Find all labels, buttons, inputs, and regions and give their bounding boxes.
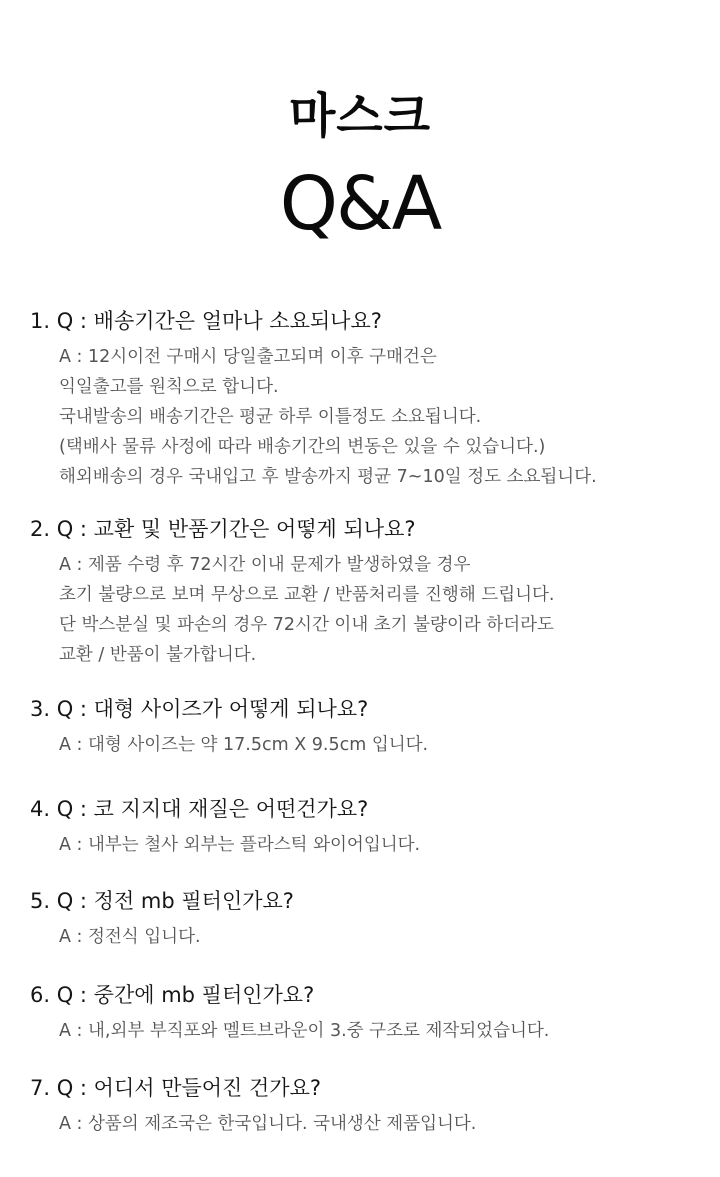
faq-answer: [59, 1016, 700, 1046]
faq-answer-line: 단 박스분실 및 파손의 경우 72시간 이내 초기 불량이라 하더라도: [59, 615, 554, 635]
faq-item-7: [30, 1073, 700, 1139]
page-subtitle: Q&A: [279, 161, 441, 247]
faq-question: 5. Q : 정전 mb 필터인가요?: [30, 889, 294, 913]
faq-item-5: [30, 886, 700, 952]
faq-item-1: [30, 306, 700, 492]
faq-answer-line: 초기 불량으로 보며 무상으로 교환 / 반품처리를 진행해 드립니다.: [59, 585, 555, 605]
faq-item-4: [30, 794, 700, 860]
faq-answer: [59, 1109, 700, 1139]
page-title: 마스크: [288, 88, 432, 144]
faq-answer-line: A : 상품의 제조국은 한국입니다. 국내생산 제품입니다.: [59, 1114, 477, 1134]
faq-question: 6. Q : 중간에 mb 필터인가요?: [30, 983, 315, 1007]
faq-answer-line: A : 정전식 입니다.: [59, 927, 201, 947]
faq-answer: [59, 550, 700, 670]
faq-item-3: [30, 694, 700, 760]
faq-question: 4. Q : 코 지지대 재질은 어떤건가요?: [30, 797, 369, 821]
faq-answer-line: (택배사 물류 사정에 따라 배송기간의 변동은 있을 수 있습니다.): [59, 437, 546, 457]
faq-answer-line: 익일출고를 원칙으로 합니다.: [59, 377, 279, 397]
faq-question: 3. Q : 대형 사이즈가 어떻게 되나요?: [30, 697, 369, 721]
faq-answer-line: A : 제품 수령 후 72시간 이내 문제가 발생하였을 경우: [59, 555, 471, 575]
faq-item-6: [30, 980, 700, 1046]
faq-question: 7. Q : 어디서 만들어진 건가요?: [30, 1076, 322, 1100]
faq-answer: [59, 830, 700, 860]
faq-answer: [59, 342, 700, 492]
faq-answer-line: 교환 / 반품이 불가합니다.: [59, 645, 257, 665]
faq-answer-line: 해외배송의 경우 국내입고 후 발송까지 평균 7~10일 정도 소요됩니다.: [59, 467, 597, 487]
faq-answer-line: A : 12시이전 구매시 당일출고되며 이후 구매건은: [59, 347, 437, 367]
faq-answer-line: A : 내,외부 부직포와 멜트브라운이 3.중 구조로 제작되었습니다.: [59, 1021, 550, 1041]
faq-answer-line: A : 대형 사이즈는 약 17.5cm X 9.5cm 입니다.: [59, 735, 429, 755]
faq-answer-line: 국내발송의 배송기간은 평균 하루 이틀정도 소요됩니다.: [59, 407, 482, 427]
faq-answer: [59, 922, 700, 952]
faq-answer: [59, 730, 700, 760]
faq-question: 2. Q : 교환 및 반품기간은 어떻게 되나요?: [30, 517, 416, 541]
faq-question: 1. Q : 배송기간은 얼마나 소요되나요?: [30, 309, 382, 333]
faq-item-2: [30, 514, 700, 670]
faq-answer-line: A : 내부는 철사 외부는 플라스틱 와이어입니다.: [59, 835, 421, 855]
